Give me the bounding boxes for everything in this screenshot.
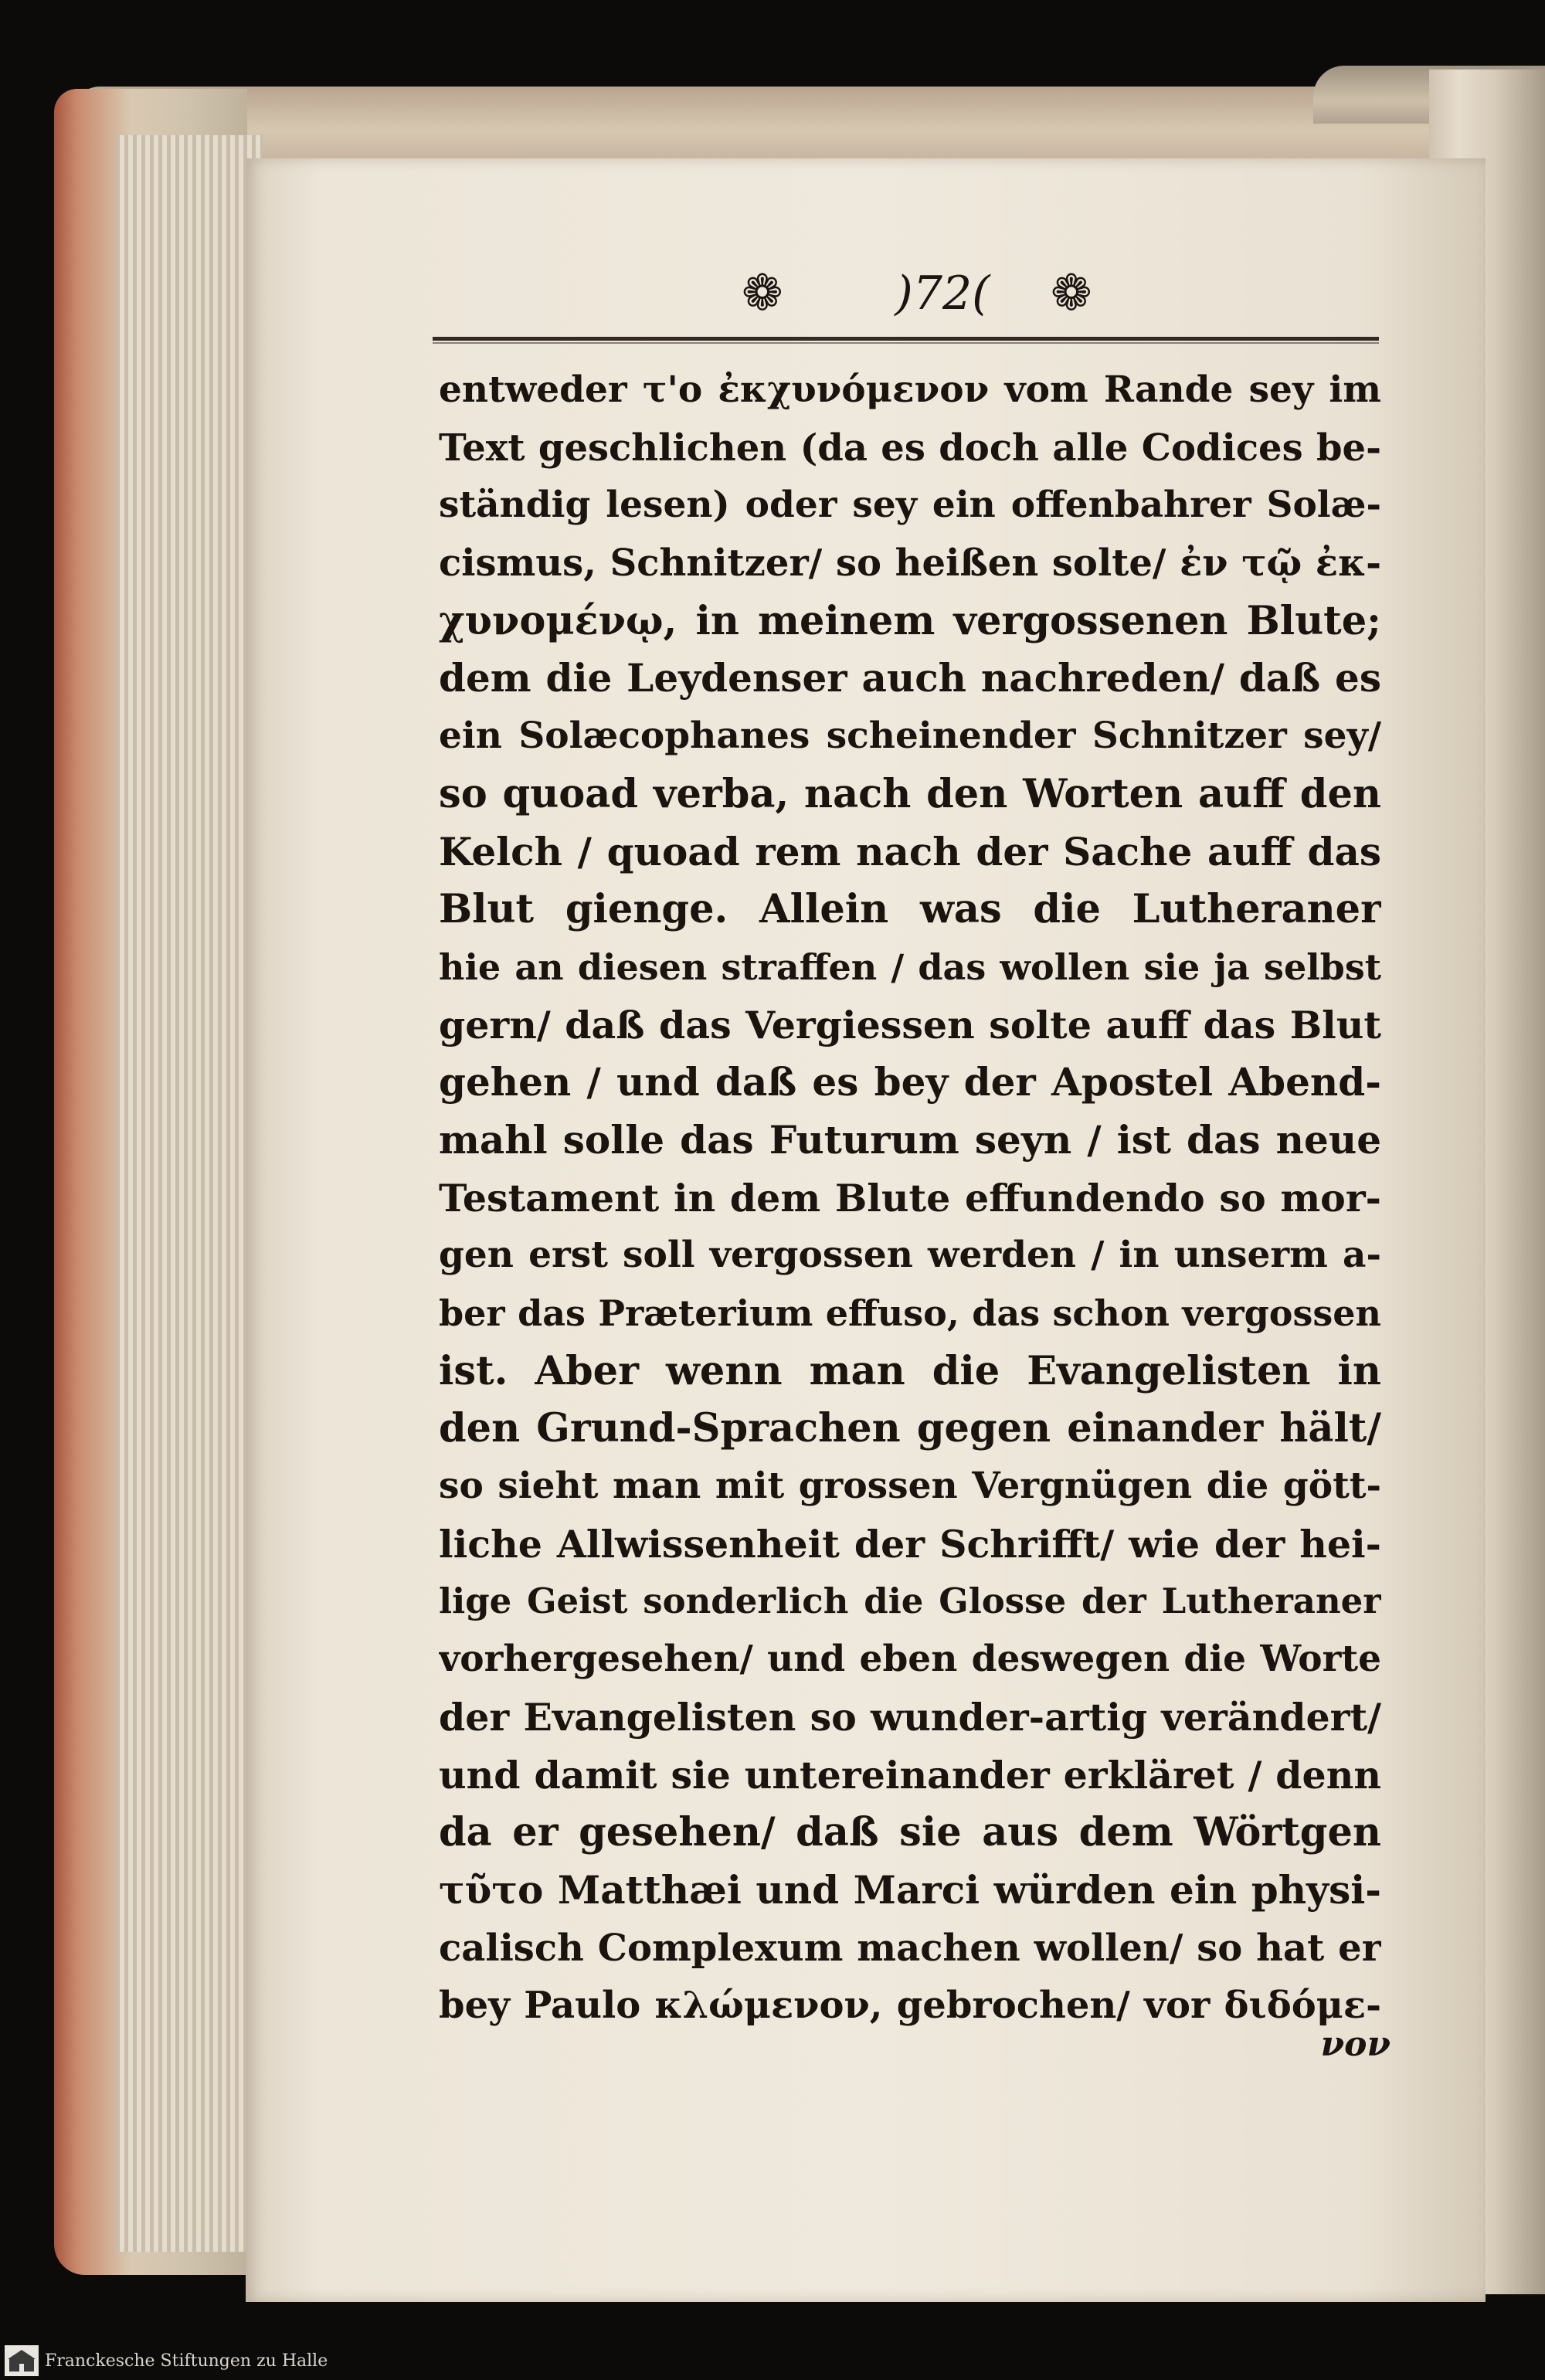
header-rule: [433, 337, 1379, 341]
page-number: )72(: [895, 267, 990, 321]
text-line: so quoad verba, nach den Worten auff den: [439, 770, 1381, 817]
text-line: Testament in dem Blute effundendo so mor-: [439, 1175, 1381, 1221]
page-stack: [116, 135, 263, 2252]
text-line: lige Geist sonderlich die Glosse der Lutheraner: [439, 1580, 1381, 1622]
page-header: [433, 263, 1390, 348]
text-line: calisch Complexum machen wollen/ so hat er: [439, 1926, 1381, 1970]
text-line: Kelch / quoad rem nach der Sache auff das: [439, 828, 1381, 874]
catchword: νον: [1320, 2025, 1390, 2064]
text-line: so sieht man mit grossen Vergnügen die gött-: [439, 1465, 1381, 1508]
text-line: da er gesehen/ daß sie aus dem Wörtgen: [439, 1809, 1381, 1856]
text-line: gern/ daß das Vergiessen solte auff das Blut: [439, 1002, 1381, 1047]
text-line: cismus, Schnitzer/ so heißen solte/ ἐν τῷ ἐκ-: [439, 542, 1381, 586]
text-line: gen erst soll vergossen werden / in unserm a-: [439, 1234, 1381, 1277]
foundation-logo-icon: [5, 2345, 39, 2376]
header-rule-thin: [433, 342, 1379, 344]
text-line: der Evangelisten so wunder-artig verändert/: [439, 1694, 1381, 1740]
ornament-right-icon: ❁: [1051, 265, 1092, 322]
text-line: χυνομένῳ, in meinem vergossenen Blute;: [439, 597, 1381, 644]
text-line: vorhergesehen/ und eben deswegen die Worte: [439, 1638, 1381, 1681]
text-line: den Grund-Sprachen gegen einander hält/: [439, 1405, 1381, 1452]
footer-label: Franckesche Stiftungen zu Halle: [45, 2351, 328, 2371]
text-line: dem die Leydenser auch nachreden/ daß es: [439, 655, 1381, 701]
book-top-edge: [70, 87, 1429, 160]
text-line: und damit sie untereinander erkläret / denn: [439, 1752, 1381, 1798]
text-line: gehen / und daß es bey der Apostel Abend-: [439, 1059, 1381, 1105]
text-line: τῦτο Matthæi und Marci würden ein physi-: [439, 1866, 1381, 1913]
text-line: ist. Aber wenn man die Evangelisten in: [439, 1347, 1381, 1394]
text-line: liche Allwissenheit der Schrifft/ wie der hei-: [439, 1521, 1381, 1567]
text-line: Blut gienge. Allein was die Lutheraner: [439, 886, 1381, 933]
text-line: mahl solle das Futurum seyn / ist das neue: [439, 1116, 1381, 1163]
text-line: Text geschlichen (da es doch alle Codices be-: [439, 426, 1381, 470]
text-line: hie an diesen straffen / das wollen sie ja selbst: [439, 946, 1381, 988]
ornament-left-icon: ❁: [742, 265, 783, 322]
text-line: bey Paulo κλώμενον, gebrochen/ vor διδόμε-: [439, 1984, 1381, 2028]
text-line: ständig lesen) oder sey ein offenbahrer Solæ-: [439, 484, 1381, 527]
text-line: entweder τ'ο ἐκχυνόμενον vom Rande sey im: [439, 368, 1381, 411]
text-line: ein Solæcophanes scheinender Schnitzer sey/: [439, 715, 1381, 758]
body-text: [439, 362, 1381, 2035]
text-line: ber das Præterium effuso, das schon vergossen: [439, 1292, 1381, 1334]
